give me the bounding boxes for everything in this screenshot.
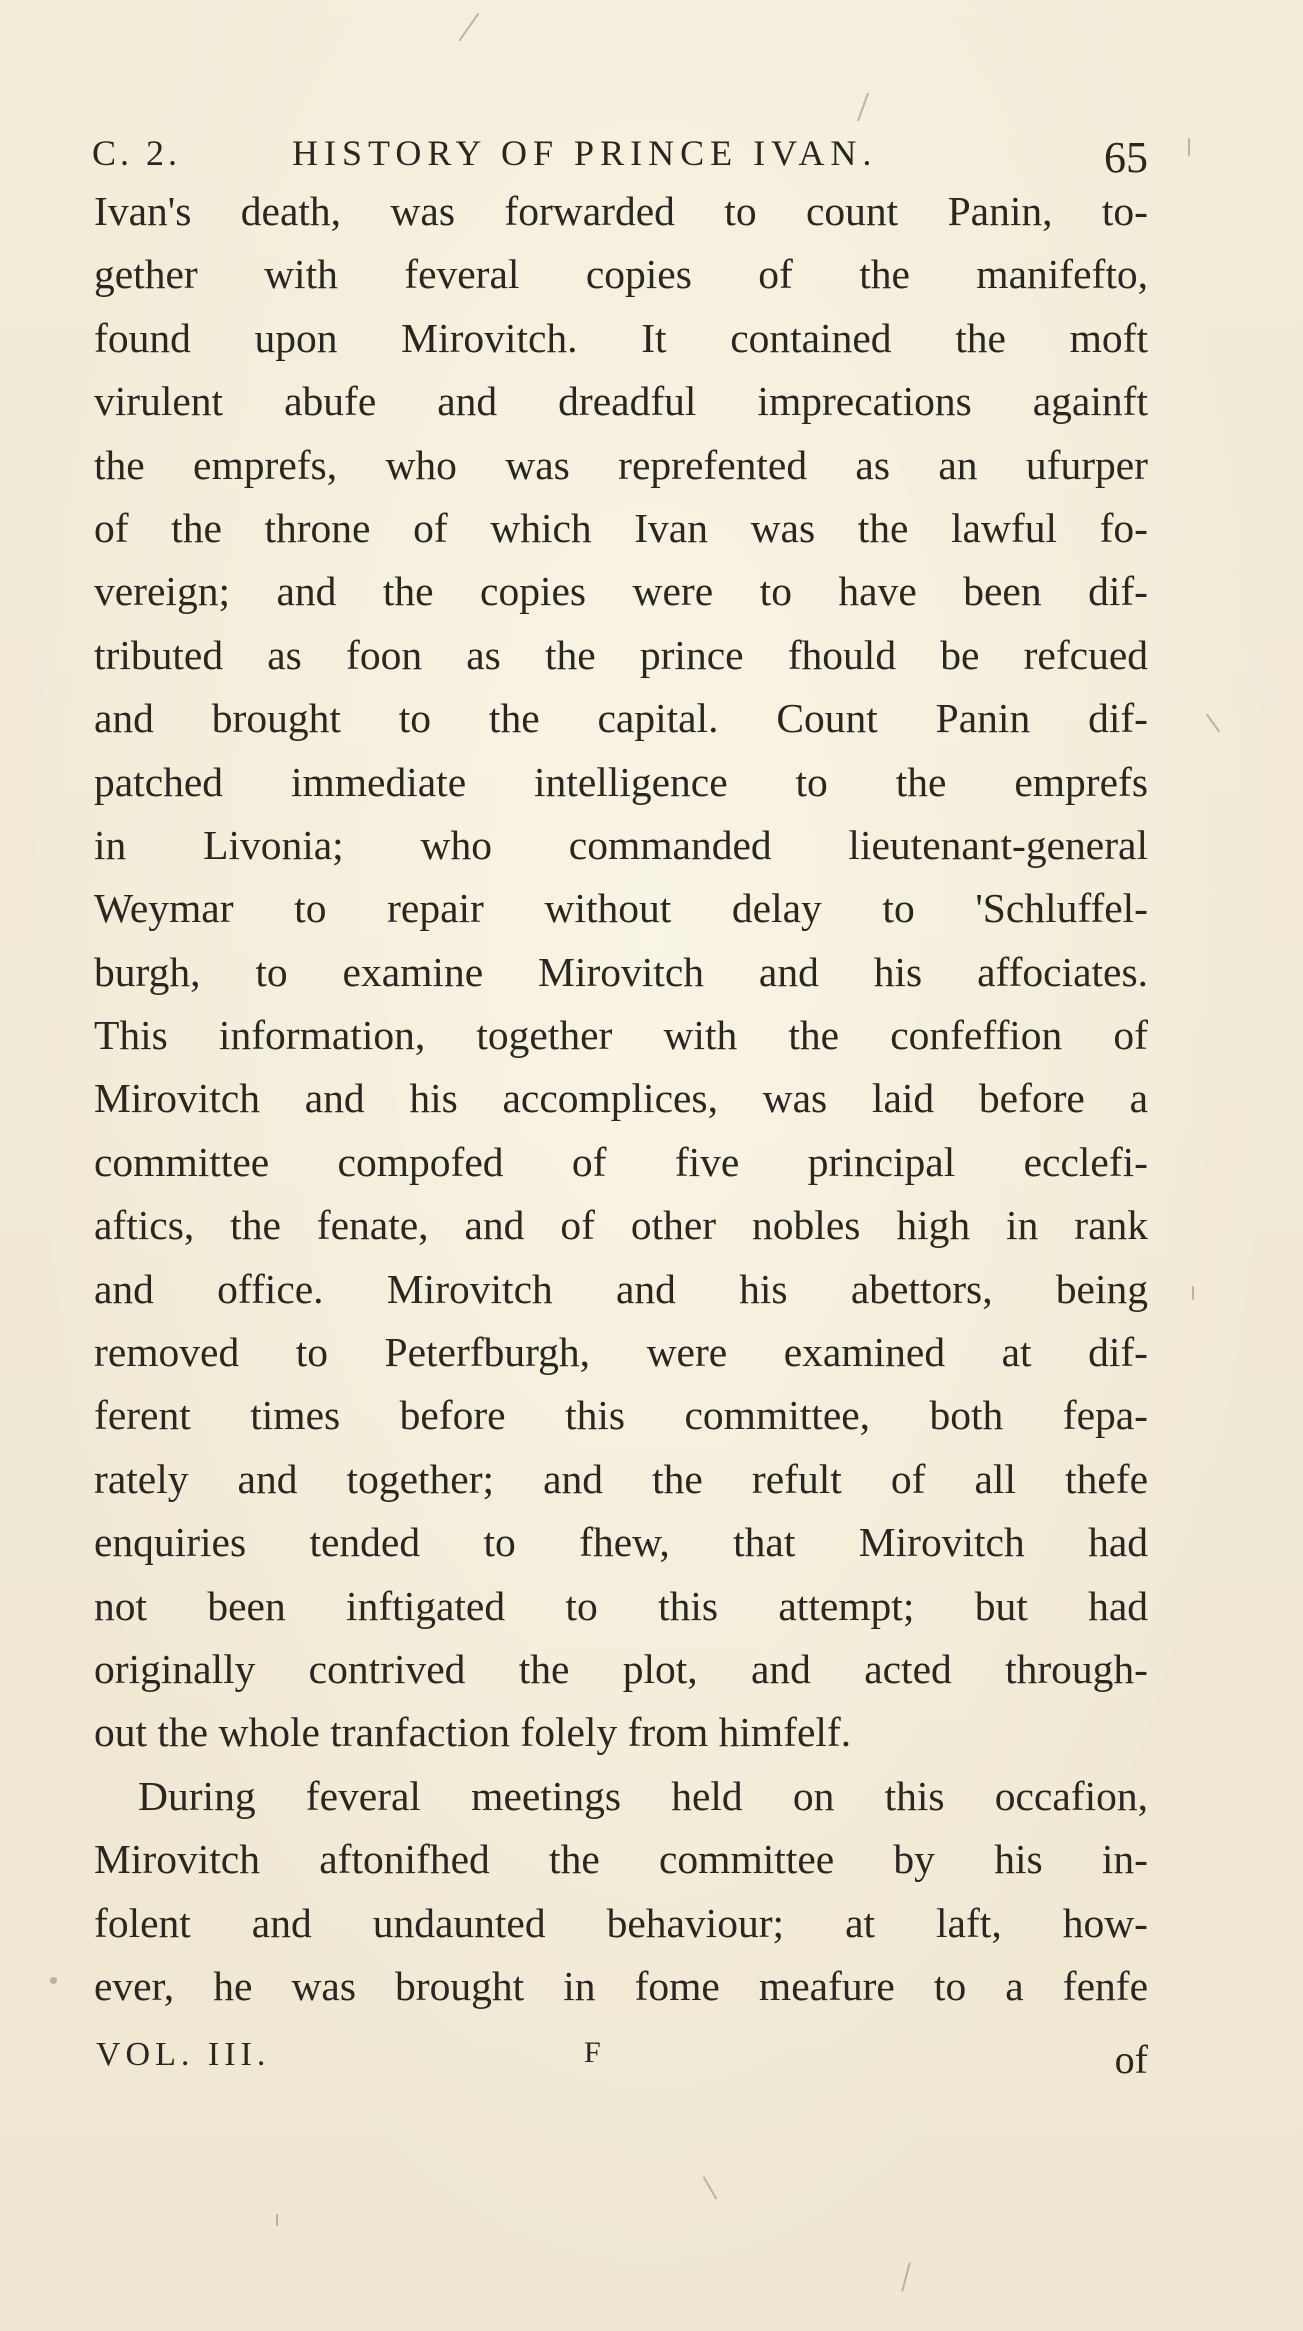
text-line: Weymar to repair without delay to 'Schluffel-: [94, 885, 1148, 932]
catchword: of: [1114, 2037, 1148, 2082]
paper-speck: [703, 2176, 718, 2200]
text-line: vereign; and the copies were to have been dif-: [94, 568, 1148, 615]
paper-speck: [276, 2214, 278, 2226]
text-line-paragraph-end: out the whole tranfaction folely from himfelf.: [94, 1709, 852, 1756]
paper-speck: [1206, 713, 1220, 732]
paper-speck: [50, 1977, 57, 1984]
paper-speck: [901, 2262, 911, 2291]
text-line: This information, together with the confeffion of: [94, 1012, 1148, 1059]
text-line: originally contrived the plot, and acted through-: [94, 1645, 1148, 1692]
text-line-paragraph-start: During feveral meetings held on this occafion,: [138, 1772, 1148, 1819]
text-line: the emprefs, who was reprefented as an ufurper: [94, 441, 1148, 488]
paper-speck: [1192, 1286, 1194, 1300]
running-title: HISTORY OF PRINCE IVAN.: [292, 133, 878, 173]
text-line: patched immediate intelligence to the emprefs: [94, 758, 1148, 805]
page-number: 65: [1104, 133, 1148, 182]
text-line: ever, he was brought in fome meafure to a fenfe: [94, 1962, 1148, 2009]
chapter-reference: C. 2.: [92, 133, 182, 173]
volume-mark: VOL. III.: [96, 2036, 271, 2073]
text-line: aftics, the fenate, and of other nobles high in rank: [94, 1202, 1148, 1249]
text-line: virulent abufe and dreadful imprecations againft: [94, 378, 1148, 425]
text-line: Ivan's death, was forwarded to count Panin, to-: [94, 188, 1148, 234]
text-line: in Livonia; who commanded lieutenant-general: [94, 821, 1148, 868]
signature-mark: F: [584, 2036, 601, 2069]
text-line: rately and together; and the refult of all thefe: [94, 1455, 1148, 1502]
paper-speck: [1188, 138, 1190, 156]
text-line: folent and undaunted behaviour; at laft, how-: [94, 1899, 1148, 1946]
text-line: not been inftigated to this attempt; but had: [94, 1582, 1148, 1629]
text-line: burgh, to examine Mirovitch and his affociates.: [94, 948, 1148, 995]
body-text: [94, 180, 1148, 2018]
text-line: committee compofed of five principal ecclefi-: [94, 1138, 1148, 1185]
paper-speck: [458, 13, 479, 42]
text-line: ferent times before this committee, both fepa-: [94, 1392, 1148, 1439]
text-line: gether with feveral copies of the manifefto,: [94, 251, 1148, 298]
text-line: Mirovitch aftonifhed the committee by his in-: [94, 1836, 1148, 1883]
text-line: found upon Mirovitch. It contained the moft: [94, 314, 1148, 361]
text-line: and office. Mirovitch and his abettors, being: [94, 1265, 1148, 1312]
page-footer: [96, 2036, 1148, 2096]
text-line: tributed as foon as the prince fhould be refcued: [94, 631, 1148, 678]
text-line: removed to Peterfburgh, were examined at dif-: [94, 1329, 1148, 1376]
paper-speck: [857, 93, 869, 122]
text-line: Mirovitch and his accomplices, was laid before a: [94, 1075, 1148, 1122]
text-line: and brought to the capital. Count Panin dif-: [94, 695, 1148, 742]
text-line: enquiries tended to fhew, that Mirovitch had: [94, 1519, 1148, 1566]
text-line: of the throne of which Ivan was the lawful fo-: [94, 504, 1148, 551]
